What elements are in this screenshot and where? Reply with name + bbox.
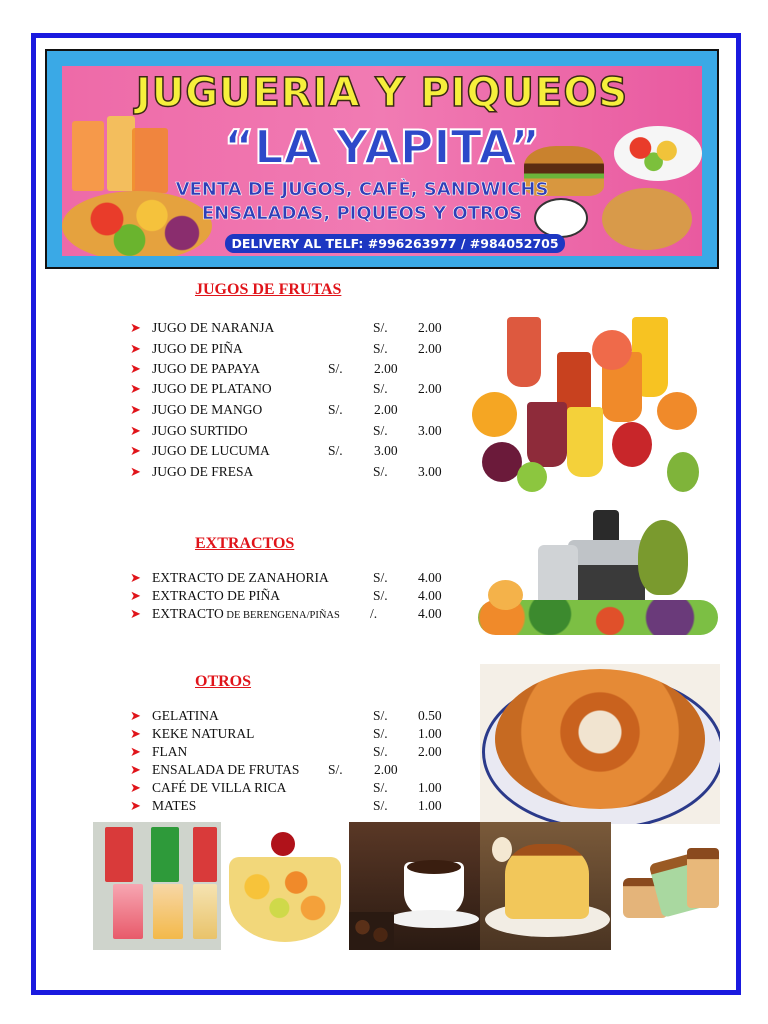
juices-photo (472, 312, 704, 496)
item-name: KEKE NATURAL (152, 726, 255, 741)
item-name-main: EXTRACTO (152, 606, 224, 621)
arrow-bullet-icon: ➤ (130, 727, 141, 742)
item-price: 4.00 (418, 570, 442, 585)
arrow-bullet-icon: ➤ (130, 607, 141, 622)
item-price: 1.00 (418, 798, 442, 813)
item-name: JUGO DE NARANJA (152, 320, 275, 335)
item-price: 0.50 (418, 708, 442, 723)
arrow-bullet-icon: ➤ (130, 589, 141, 604)
cake-photo (480, 664, 720, 824)
item-price: 2.00 (374, 762, 398, 777)
item-currency: S/. (328, 361, 343, 376)
arrow-bullet-icon: ➤ (130, 321, 141, 336)
item-name: FLAN (152, 744, 188, 759)
fruit-salad-photo (221, 822, 349, 950)
empanada-image (602, 188, 692, 250)
arrow-bullet-icon: ➤ (130, 745, 141, 760)
item-name: CAFÉ DE VILLA RICA (152, 780, 287, 795)
section-title-jugos: JUGOS DE FRUTAS (195, 281, 342, 298)
item-currency: S/. (373, 381, 388, 396)
item-currency: S/. (373, 798, 388, 813)
item-name: EXTRACTO DE PIÑA (152, 588, 280, 603)
item-price: 2.00 (418, 744, 442, 759)
item-name-detail: DE BERENGENA/PIÑAS (223, 610, 340, 621)
item-price: 3.00 (418, 423, 442, 438)
section-title-extractos: EXTRACTOS (195, 535, 295, 552)
arrow-bullet-icon: ➤ (130, 763, 141, 778)
item-name: JUGO DE FRESA (152, 464, 254, 479)
item-price: 1.00 (418, 780, 442, 795)
item-price: 4.00 (418, 588, 442, 603)
arrow-bullet-icon: ➤ (130, 444, 141, 459)
arrow-bullet-icon: ➤ (130, 709, 141, 724)
arrow-bullet-icon: ➤ (130, 799, 141, 814)
item-currency: S/. (373, 744, 388, 759)
item-name (152, 606, 340, 622)
item-name: EXTRACTO DE ZANAHORIA (152, 570, 329, 585)
item-price: 2.00 (418, 381, 442, 396)
item-currency: S/. (373, 423, 388, 438)
item-name: GELATINA (152, 708, 219, 723)
item-currency: S/. (373, 726, 388, 741)
banner-title: JUGUERIA Y PIQUEOS (135, 70, 629, 116)
cake-slices-photo (615, 843, 721, 927)
item-name: JUGO DE MANGO (152, 402, 263, 417)
item-name: MATES (152, 798, 197, 813)
item-price: 2.00 (418, 341, 442, 356)
delivery-phone: DELIVERY AL TELF: #996263977 / #984052705 (225, 234, 565, 253)
arrow-bullet-icon: ➤ (130, 362, 141, 377)
business-name: “LA YAPITA” (224, 120, 540, 174)
item-price: 2.00 (418, 320, 442, 335)
item-price: 4.00 (418, 606, 442, 621)
item-price: 3.00 (374, 443, 398, 458)
item-name: JUGO DE LUCUMA (152, 443, 270, 458)
item-currency: S/. (373, 570, 388, 585)
juicer-photo (478, 505, 718, 640)
item-currency: S/. (328, 402, 343, 417)
item-currency: S/. (373, 320, 388, 335)
item-name: JUGO DE PLATANO (152, 381, 272, 396)
arrow-bullet-icon: ➤ (130, 403, 141, 418)
item-name: JUGO DE PIÑA (152, 341, 243, 356)
item-name: JUGO DE PAPAYA (152, 361, 261, 376)
gelatin-photo (93, 822, 221, 950)
arrow-bullet-icon: ➤ (130, 465, 141, 480)
arrow-bullet-icon: ➤ (130, 571, 141, 586)
item-currency: S/. (328, 762, 343, 777)
item-name: ENSALADA DE FRUTAS (152, 762, 300, 777)
item-currency: S/. (373, 341, 388, 356)
banner-services-line-1: VENTA DE JUGOS, CAFÈ, SANDWICHS (175, 179, 549, 200)
item-currency: S/. (373, 464, 388, 479)
item-price: 2.00 (374, 361, 398, 376)
item-currency: S/. (328, 443, 343, 458)
banner (45, 49, 719, 269)
banner-panel (62, 66, 702, 256)
arrow-bullet-icon: ➤ (130, 781, 141, 796)
item-currency: S/. (373, 780, 388, 795)
item-price: 3.00 (418, 464, 442, 479)
item-currency: S/. (373, 708, 388, 723)
flan-photo (480, 822, 611, 950)
arrow-bullet-icon: ➤ (130, 382, 141, 397)
arrow-bullet-icon: ➤ (130, 424, 141, 439)
coffee-photo (349, 822, 480, 950)
banner-services-line-2: ENSALADAS, PIQUEOS Y OTROS (201, 203, 523, 224)
item-price: 2.00 (374, 402, 398, 417)
item-name: JUGO SURTIDO (152, 423, 248, 438)
item-price: 1.00 (418, 726, 442, 741)
arrow-bullet-icon: ➤ (130, 342, 141, 357)
item-currency: /. (370, 606, 378, 621)
item-currency: S/. (373, 588, 388, 603)
section-title-otros: OTROS (195, 673, 252, 690)
